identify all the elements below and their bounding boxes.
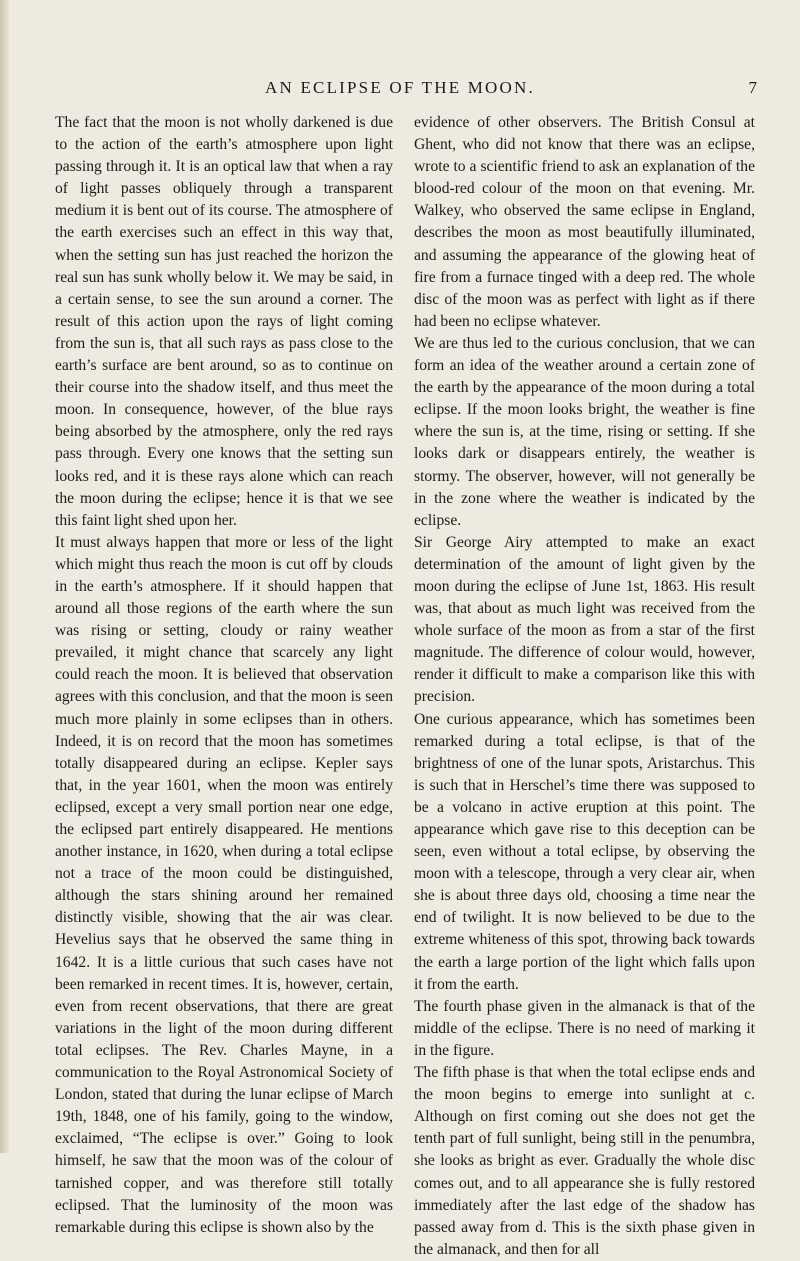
left-column bbox=[55, 112, 393, 1239]
paragraph: We are thus led to the curious conclusion, that we can form an idea of the weather around a certain zone of the earth by the appearance of the moon during a total eclipse. If the moon looks bright, the weather is fine where the sun is, at the time, rising or setting. If she looks dark or disappears entirely, the weather is stormy. The observer, however, will not generally be in the zone where the weather is indicated by the eclipse. bbox=[414, 334, 755, 529]
running-title: AN ECLIPSE OF THE MOON. bbox=[265, 78, 535, 97]
paragraph: The fifth phase is that when the total eclipse ends and the moon begins to emerge into sunlight at c. Although on first coming out she does not get the tenth part of full sunlight, being still in the penumbra, she looks as bright as ever. Gradually the whole disc comes out, and to all appearance she is fully restored immediately after the last edge of the shadow has passed away from d. This is the sixth phase given in the almanack, and then for all bbox=[414, 1064, 755, 1258]
paragraph: One curious appearance, which has sometimes been remarked during a total eclipse, is that of the brightness of one of the lunar spots, Aristarchus. This is such that in Herschel’s time there was supposed to be a volcano in active eruption at this point. The appearance which gave rise to this deception can be seen, even without a total eclipse, by observing the moon with a telescope, through a very clear air, when she is about three days old, choosing a time near the end of twilight. It is now believed to be due to the extreme whiteness of this spot, throwing back towards the earth a large portion of the light which falls upon it from the earth. bbox=[414, 710, 755, 993]
paragraph: Sir George Airy attempted to make an exact determination of the amount of light given by the moon during the eclipse of June 1st, 1863. His result was, that about as much light was received from the whole surface of the moon as from a star of the first magnitude. The difference of colour would, however, render it difficult to make a comparison like this with precision. bbox=[414, 533, 755, 706]
paragraph: The fourth phase given in the almanack is that of the middle of the eclipse. There is no need of marking it in the figure. bbox=[414, 997, 755, 1059]
page-number: 7 bbox=[748, 78, 757, 97]
paragraph: evidence of other observers. The British Consul at Ghent, who did not know that there was an eclipse, wrote to a scientific friend to ask an explanation of the blood-red colour of the moon on that evening. Mr. Walkey, who observed the same eclipse in England, describes the moon as most beautifully illuminated, and assuming the appearance of the glowing heat of fire from a furnace tinged with a deep red. The whole disc of the moon was as perfect with light as if there had been no eclipse whatever. bbox=[414, 114, 755, 330]
right-column bbox=[414, 112, 755, 1261]
page-header bbox=[0, 78, 800, 100]
paragraph: It must always happen that more or less of the light which might thus reach the moon is cut off by clouds in the earth’s atmosphere. If it should happen that around all those regions of the earth where the sun was rising or setting, cloudy or rainy weather prevailed, it might chance that scarcely any light could reach the moon. It is believed that observation agrees with this conclusion, and that the moon is seen much more plainly in some eclipses than in others. Indeed, it is on record that the moon has sometimes totally disappeared during an eclipse. Kepler says that, in the year 1601, when the moon was entirely eclipsed, except a very small portion near one edge, the eclipsed part entirely disappeared. He mentions another instance, in 1620, when during a total eclipse not a trace of the moon could be distinguished, although the stars shining around her remained distinctly visible, showing that the air was clear. Hevelius says that he observed the same thing in 1642. It is a little curious that such cases have not been remarked in recent times. It is, however, certain, even from recent observations, that there are great variations in the light of the moon during different total eclipses. The Rev. Charles Mayne, in a communication to the Royal Astronomical Society of London, stated that during the lunar eclipse of March 19th, 1848, one of his family, going to the window, exclaimed, “The eclipse is over.” Going to look himself, he saw that the moon was of the colour of tarnished copper, and was therefore still totally eclipsed. That the luminosity of the moon was remarkable during this eclipse is shown also by the bbox=[55, 533, 393, 1236]
paragraph: The fact that the moon is not wholly darkened is due to the action of the earth’s atmosphere upon light passing through it. It is an optical law that when a ray of light passes obliquely through a transparent medium it is bent out of its course. The atmosphere of the earth exercises such an effect in this way that, when the setting sun has just reached the horizon the real sun has sunk wholly below it. We may be said, in a certain sense, to see the sun around a corner. The result of this action upon the rays of light coming from the sun is, that all such rays as pass close to the earth’s surface are bent around, so as to continue on their course into the shadow itself, and thus meet the moon. In consequence, however, of the blue rays being absorbed by the atmosphere, only the red rays pass through. Every one knows that the setting sun looks red, and it is these rays alone which can reach the moon during the eclipse; hence it is that we see this faint light shed upon her. bbox=[55, 114, 393, 529]
book-spine-shadow bbox=[0, 0, 10, 1153]
